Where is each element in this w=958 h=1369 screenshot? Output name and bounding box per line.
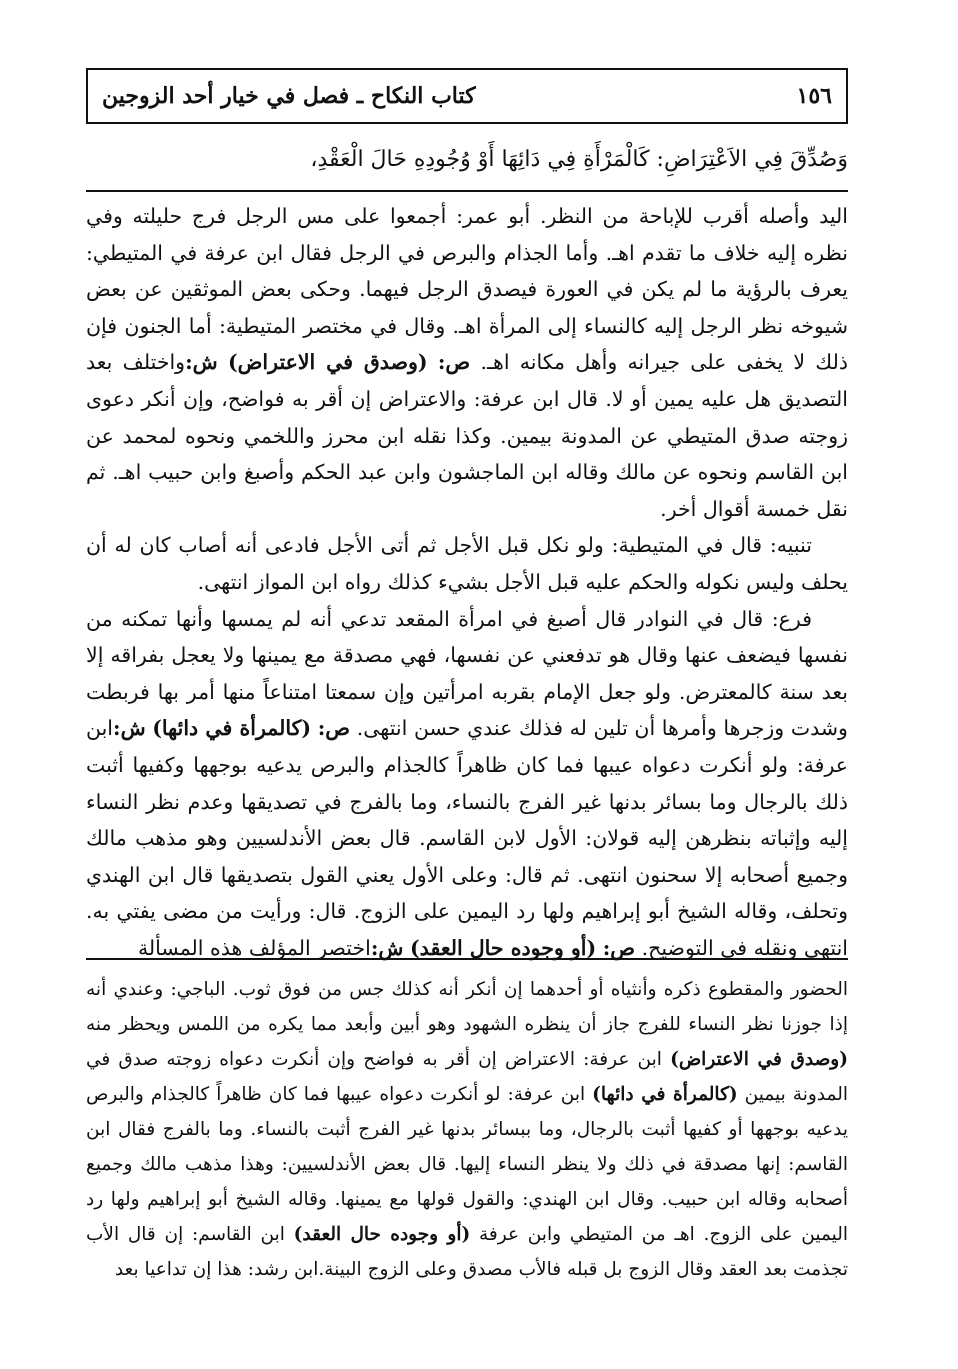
text-run: ابن عرفة: الاعتراض إن أقر به فواضح وإن أنكرت دعواه زوجته صدق في المدونة بيمين	[86, 1049, 848, 1105]
top-divider	[86, 190, 848, 192]
text-run: ابن عرفة: لو أنكرت دعواه عيبها فما كان ظاهراً كالجذام والبرص يدعيه بوجهها أو كفيها أثبت بالرجال، وما ببسائر بدنها غير الفرج أثبت بالنساء. وما بالفرج فقال ابن القاسم: إنها مصدقة في ذلك ولا ينظر النساء إليها. قال بعض الأندلسيين: وهذا مذهب مالك وجميع أصحابه وقاله ابن حبيب. وقال ابن الهندي: والقول قولها مع يمينها. وقاله الشيخ أبو إبراهيم ولها رد اليمين على الزوج. اهـ من المتيطي وابن عرفة	[86, 1084, 848, 1245]
footnote-body	[86, 972, 848, 1287]
footnote-paragraph	[86, 972, 848, 1287]
commentary-paragraph-3	[86, 601, 848, 967]
matn-quote: (كالمرأة في دائها)	[152, 716, 312, 741]
matn-text: وَصُدِّقَ فِي الاَعْتِرَاضِ: كَالْمَرْأَةِ فِي دَائِهَا أَوْ وُجُودِهِ حَالَ الْعَقْدِ،	[310, 147, 848, 172]
sharh-marker: ش:	[185, 350, 218, 375]
footnote-divider	[86, 958, 848, 960]
text-run: واختلف بعد التصديق هل عليه يمين أو لا. قال ابن عرفة: والاعتراض إن أقر به فواضح، وإن أنكر دعوى زوجته صدق المتيطي عن المدونة بيمين. وكذا نقله ابن محرز واللخمي ونحوه لمحمد عن ابن القاسم ونحوه عن مالك وقاله ابن الماجشون وابن عبد الحكم وأصبغ وابن حبيب اهـ. ثم نقل خمسة أقوال أخر.	[86, 350, 848, 521]
text-run: فرع: قال في النوادر قال أصبغ في امرأة المقعد تدعي أنه لم يمسها وأنها تمكنه من نفسها فيضعف عنها وقال هو تدفعني عن نفسها، فهي مصدقة مع يمينها ولا يعجل بفراقه إلا بعد سنة كالمعترض. ولو جعل الإمام بقربه امرأتين وإن سمعتا امتناعاً منها أمر بها فربطت وشدت وزجرها وأمرها أن تلين له فذلك عندي حسن انتهى.	[86, 606, 848, 741]
running-title: كتاب النكاح ـ فصل في خيار أحد الزوجين	[102, 83, 476, 109]
matn-marker: ص:	[602, 935, 636, 960]
commentary-paragraph-1	[86, 198, 848, 527]
text-run: اليد وأصله أقرب للإباحة من النظر. أبو عمر: أجمعوا على مس الرجل فرج حليلته وفي نظره إليه خلاف ما تقدم اهـ. وأما الجذام والبرص في الرجل فقال ابن عرفة في المتيطي: يعرف بالرؤية ما لم يكن في العورة فيصدق الرجل فيهما. وحكى بعض الموثقين عن بعض شيوخه نظر الرجل إليه كالنساء إلى المرأة اهـ. وقال في مختصر المتيطية: أما الجنون فإن ذلك لا يخفى على جيرانه وأهل مكانه اهـ.	[86, 204, 848, 375]
sharh-marker: ش:	[113, 716, 146, 741]
page-number: ١٥٦	[796, 83, 832, 109]
matn-quote: (أو وجوده حال العقد)	[409, 935, 597, 960]
matn-quote: (كالمرأة في دائها)	[592, 1084, 738, 1105]
text-run: الحضور والمقطوع ذكره وأنثياه أو أحدهما إن أنكر أنه كذلك جس من فوق ثوب. الباجي: وعندي أنه إذا جوزنا نظر النساء للفرج جاز أن ينظره الشهود وهو أبين وأبعد مما يكره من اللمس ويحظر منه	[86, 979, 848, 1035]
matn-marker: ص:	[317, 716, 351, 741]
commentary-paragraph-2: تنبيه: قال في المتيطية: ولو نكل قبل الأجل ثم أتى الأجل فادعى أنه أصاب كان له أن يحلف وليس نكوله والحكم عليه قبل الأجل بشيء كذلك رواه ابن المواز انتهى.	[86, 533, 848, 594]
text-run: اختصر المؤلف هذه المسألة	[137, 935, 371, 960]
sharh-marker: ش:	[370, 935, 404, 960]
matn-quote: (وصدق في الاعتراض)	[670, 1049, 848, 1070]
page-header	[86, 68, 848, 124]
matn-quote: (وصدق في الاعتراض)	[227, 350, 428, 375]
matn-marker: ص:	[437, 350, 471, 375]
commentary-body	[86, 198, 848, 966]
text-run: ابن عرفة: ولو أنكرت دعواه عيبها فما كان ظاهراً كالجذام والبرص يدعيه بوجهها وكفيها أثبت ذلك بالرجال وما بسائر بدنها غير الفرج بالنساء، وما بالفرج في تصديقها وعدم نظر النساء إليه وإثباته بنظرهن إليه قولان: الأول لابن القاسم. قال بعض الأندلسيين وهو مذهب مالك وجميع أصحابه إلا سحنون انتهى. ثم قال: وعلى الأول يعني القول بتصديقها قال ابن الهندي وتحلف، وقاله الشيخ أبو إبراهيم ولها رد اليمين على الزوج. قال: ورأيت من مضى يفتي به. انتهى ونقله في التوضيح.	[86, 716, 848, 960]
text-run: ابن القاسم: إن قال الأب تجذمت بعد العقد وقال الزوج بل قبله فالأب مصدق وعلى الزوج البينة.ابن رشد: هذا إن تداعيا بعد	[86, 1224, 848, 1280]
matn-quote: (أو وجوده حال العقد)	[293, 1224, 471, 1245]
